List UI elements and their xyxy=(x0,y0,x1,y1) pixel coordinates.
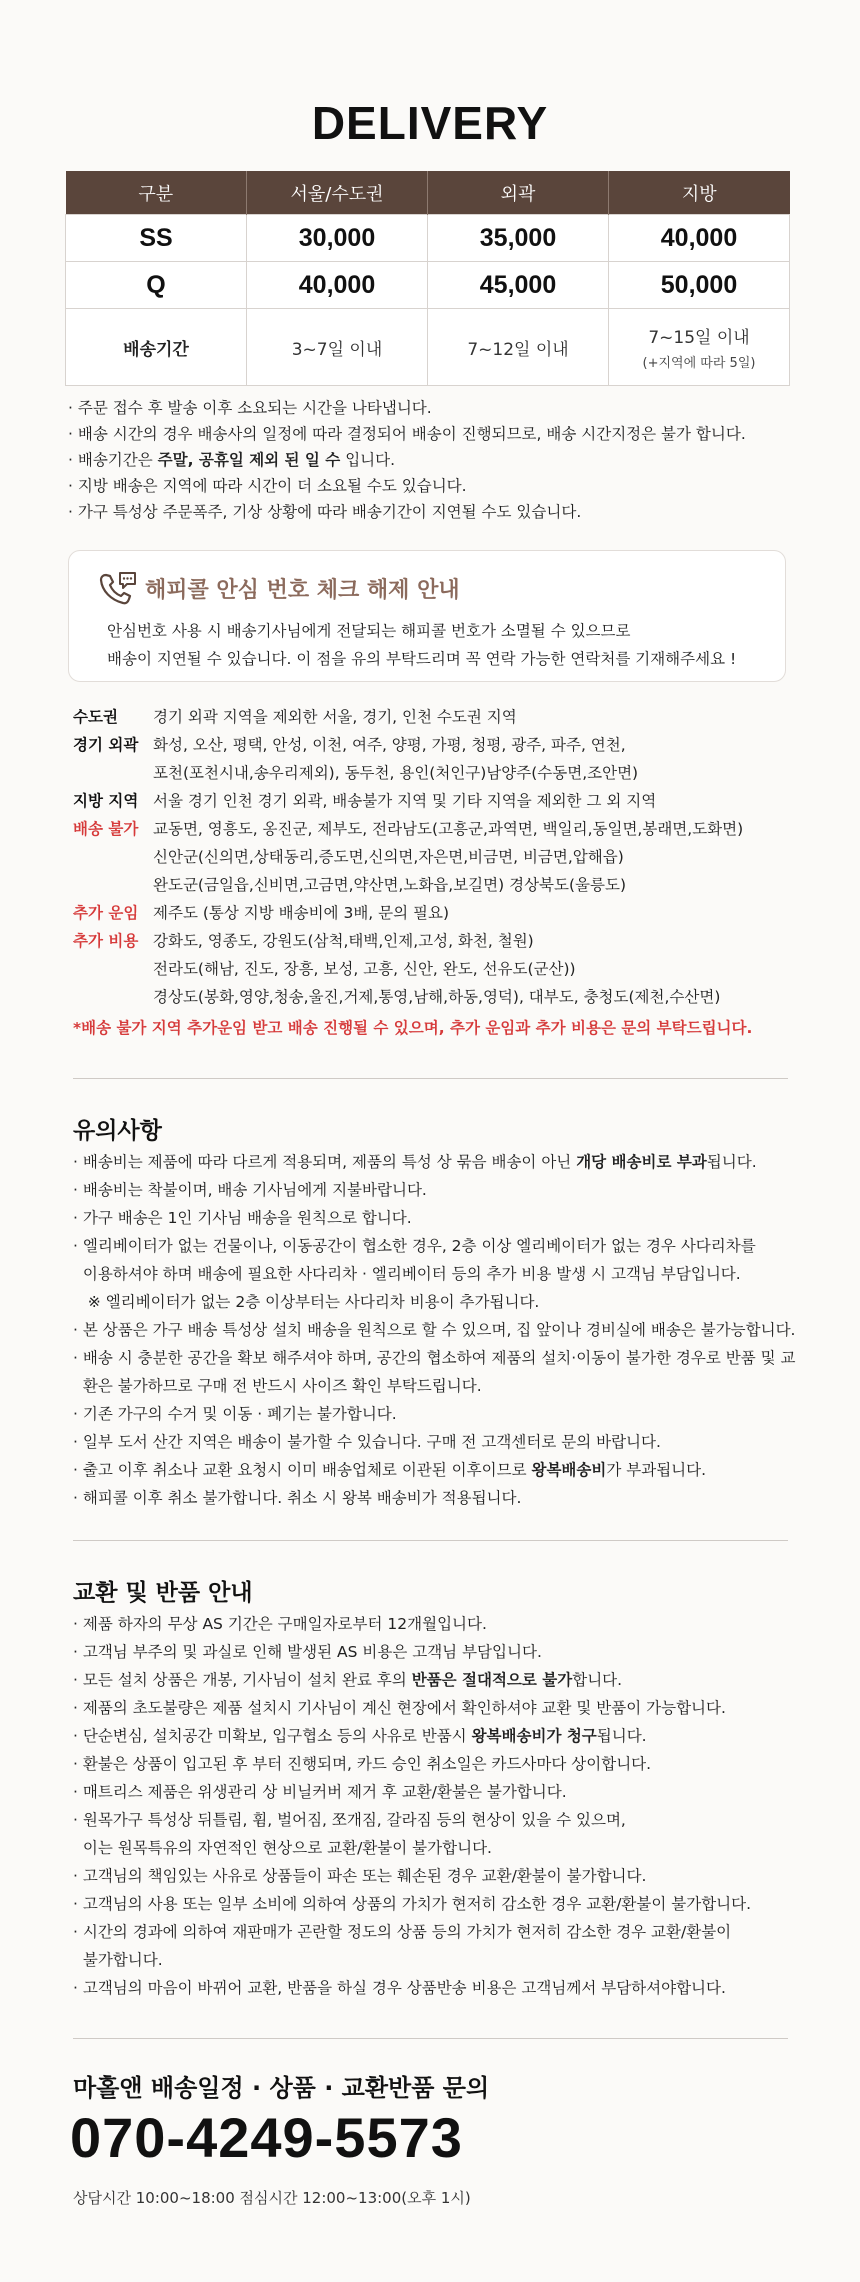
list-item: · 모든 설치 상품은 개봉, 기사님이 설치 완료 후의 반품은 절대적으로 불가합니다. xyxy=(73,1671,623,1689)
contact-title: 마홀앤 배송일정 · 상품 · 교환반품 문의 xyxy=(73,2074,490,2102)
region-row-capital xyxy=(73,703,833,731)
region-label: 추가 운임 xyxy=(73,904,139,922)
table-header-row xyxy=(66,171,790,215)
contact-hours: 상담시간 10:00~18:00 점심시간 12:00~13:00(오후 1시) xyxy=(73,2189,471,2207)
list-item: · 고객님의 책임있는 사유로 상품들이 파손 또는 훼손된 경우 교환/환불이 불가합니다. xyxy=(73,1867,647,1885)
region-line: 경기 외곽 지역을 제외한 서울, 경기, 인천 수도권 지역 xyxy=(153,708,517,726)
list-item: · 고객님의 사용 또는 일부 소비에 의하여 상품의 가치가 현저히 감소한 경우 교환/환불이 불가합니다. xyxy=(73,1895,752,1913)
list-item: · 고객님의 마음이 바뀌어 교환, 반품을 하실 경우 상품반송 비용은 고객님께서 부담하셔야합니다. xyxy=(73,1979,726,1997)
region-row-outskirts xyxy=(73,731,833,787)
notice-title: 해피콜 안심 번호 체크 해제 안내 xyxy=(145,578,460,603)
region-line: 강화도, 영종도, 강원도(삼척,태백,인제,고성, 화천, 철원) xyxy=(153,932,534,950)
period-cell-local xyxy=(609,309,790,386)
region-row-unavailable xyxy=(73,815,833,899)
list-item: 이는 원목특유의 자연적인 현상으로 교환/환불이 불가합니다. xyxy=(73,1839,492,1857)
table-header-cell: 외곽 xyxy=(428,171,609,215)
region-warning: *배송 불가 지역 추가운임 받고 배송 진행될 수 있으며, 추가 운임과 추가 비용은 문의 부탁드립니다. xyxy=(73,1019,753,1037)
contact-phone[interactable]: 070-4249-5573 xyxy=(70,2106,463,2169)
list-item: 이용하셔야 하며 배송에 필요한 사다리차 · 엘리베이터 등의 추가 비용 발생 시 고객님 부담입니다. xyxy=(73,1265,741,1283)
happycall-notice-box xyxy=(68,550,786,682)
list-item: · 단순변심, 설치공간 미확보, 입구협소 등의 사유로 반품시 왕복배송비가 청구됩니다. xyxy=(73,1727,647,1745)
list-item: · 본 상품은 가구 배송 특성상 설치 배송을 원칙으로 할 수 있으며, 집 앞이나 경비실에 배송은 불가능합니다. xyxy=(73,1321,796,1339)
region-label: 추가 비용 xyxy=(73,932,139,950)
region-row-extra-cost xyxy=(73,927,833,1011)
list-item: · 제품의 초도불량은 제품 설치시 기사님이 계신 현장에서 확인하셔야 교환 및 반품이 가능합니다. xyxy=(73,1699,726,1717)
list-item: · 배송비는 착불이며, 배송 기사님에게 지불바랍니다. xyxy=(73,1181,427,1199)
row-label-period: 배송기간 xyxy=(66,309,247,386)
phone-chat-icon xyxy=(97,569,139,611)
list-item: · 가구 특성상 주문폭주, 기상 상황에 따라 배송기간이 지연될 수도 있습니다. xyxy=(68,503,582,521)
region-line: 화성, 오산, 평택, 안성, 이천, 여주, 양평, 가평, 청평, 광주, 파주, 연천, xyxy=(153,736,626,754)
list-item: 환은 불가하므로 구매 전 반드시 사이즈 확인 부탁드립니다. xyxy=(73,1377,482,1395)
exchange-title: 교환 및 반품 안내 xyxy=(73,1580,253,1606)
region-label: 지방 지역 xyxy=(73,792,139,810)
region-line: 제주도 (통상 지방 배송비에 3배, 문의 필요) xyxy=(153,904,450,922)
list-item: · 매트리스 제품은 위생관리 상 비닐커버 제거 후 교환/환불은 불가합니다. xyxy=(73,1783,567,1801)
list-item: · 가구 배송은 1인 기사님 배송을 원칙으로 합니다. xyxy=(73,1209,412,1227)
fee-cell: 40,000 xyxy=(609,215,790,262)
list-item: · 기존 가구의 수거 및 이동 · 폐기는 불가합니다. xyxy=(73,1405,397,1423)
region-line: 서울 경기 인천 경기 외곽, 배송불가 지역 및 기타 지역을 제외한 그 외 지역 xyxy=(153,792,657,810)
table-row xyxy=(66,262,790,309)
list-item: · 해피콜 이후 취소 불가합니다. 취소 시 왕복 배송비가 적용됩니다. xyxy=(73,1489,522,1507)
list-item: · 엘리베이터가 없는 건물이나, 이동공간이 협소한 경우, 2층 이상 엘리베이터가 없는 경우 사다리차를 xyxy=(73,1237,756,1255)
list-item: · 배송 시간의 경우 배송사의 일정에 따라 결정되어 배송이 진행되므로, 배송 시간지정은 불가 합니다. xyxy=(68,425,746,443)
list-item: 불가합니다. xyxy=(73,1951,163,1969)
exchange-list xyxy=(73,1610,793,2002)
period-value: 7~15일 이내 xyxy=(648,328,750,348)
list-item: · 배송기간은 주말, 공휴일 제외 된 일 수 입니다. xyxy=(68,451,396,469)
delivery-fee-table xyxy=(65,171,790,386)
section-divider xyxy=(73,1540,788,1541)
list-item: · 원목가구 특성상 뒤틀림, 휨, 벌어짐, 쪼개짐, 갈라짐 등의 현상이 있을 수 있으며, xyxy=(73,1811,626,1829)
region-line: 완도군(금일읍,신비면,고금면,약산면,노화읍,보길면) 경상북도(울릉도) xyxy=(153,876,626,894)
caution-title: 유의사항 xyxy=(73,1118,162,1144)
table-header-cell: 지방 xyxy=(609,171,790,215)
list-item: · 출고 이후 취소나 교환 요청시 이미 배송업체로 이관된 이후이므로 왕복배송비가 부과됩니다. xyxy=(73,1461,707,1479)
region-row-local xyxy=(73,787,833,815)
notice-line: 안심번호 사용 시 배송기사님에게 전달되는 해피콜 번호가 소멸될 수 있으므로 xyxy=(107,622,631,640)
region-row-extra-fare xyxy=(73,899,833,927)
region-list xyxy=(73,703,833,1011)
table-row xyxy=(66,215,790,262)
section-divider xyxy=(73,1078,788,1079)
period-sub-note: (+지역에 따라 5일) xyxy=(642,356,756,371)
period-cell: 3~7일 이내 xyxy=(247,309,428,386)
list-item: · 시간의 경과에 의하여 재판매가 곤란할 정도의 상품 등의 가치가 현저히 감소한 경우 교환/환불이 xyxy=(73,1923,732,1941)
list-item: · 주문 접수 후 발송 이후 소요되는 시간을 나타냅니다. xyxy=(68,399,432,417)
notice-body xyxy=(107,617,777,673)
region-line: 교동면, 영흥도, 옹진군, 제부도, 전라남도(고흥군,과역면, 백일리,동일면,봉래면,도화면) xyxy=(153,820,744,838)
region-label: 배송 불가 xyxy=(73,820,139,838)
region-line: 포천(포천시내,송우리제외), 동두천, 용인(처인구)남양주(수동면,조안면) xyxy=(153,764,639,782)
section-divider xyxy=(73,2038,788,2039)
page-title: DELIVERY xyxy=(311,97,549,149)
fee-cell: 45,000 xyxy=(428,262,609,309)
region-line: 신안군(신의면,상태동리,증도면,신의면,자은면,비금면, 비금면,압해읍) xyxy=(153,848,624,866)
table-header-cell: 구분 xyxy=(66,171,247,215)
region-line: 전라도(해남, 진도, 장흥, 보성, 고흥, 신안, 완도, 선유도(군산)) xyxy=(153,960,576,978)
list-item: · 일부 도서 산간 지역은 배송이 불가할 수 있습니다. 구매 전 고객센터로 문의 바랍니다. xyxy=(73,1433,661,1451)
row-label-q: Q xyxy=(66,262,247,309)
list-item: · 제품 하자의 무상 AS 기간은 구매일자로부터 12개월입니다. xyxy=(73,1615,487,1633)
caution-list xyxy=(73,1148,796,1512)
list-item: · 고객님 부주의 및 과실로 인해 발생된 AS 비용은 고객님 부담입니다. xyxy=(73,1643,542,1661)
fee-cell: 50,000 xyxy=(609,262,790,309)
region-label: 경기 외곽 xyxy=(73,736,139,754)
table-header-cell: 서울/수도권 xyxy=(247,171,428,215)
list-item: ※ 엘리베이터가 없는 2층 이상부터는 사다리차 비용이 추가됩니다. xyxy=(73,1293,540,1311)
region-label: 수도권 xyxy=(73,708,118,726)
fee-cell: 40,000 xyxy=(247,262,428,309)
notice-line: 배송이 지연될 수 있습니다. 이 점을 유의 부탁드리며 꼭 연락 가능한 연락처를 기재해주세요 ! xyxy=(107,650,737,668)
table-row-period xyxy=(66,309,790,386)
fee-cell: 30,000 xyxy=(247,215,428,262)
list-item: · 지방 배송은 지역에 따라 시간이 더 소요될 수도 있습니다. xyxy=(68,477,467,495)
row-label-ss: SS xyxy=(66,215,247,262)
delivery-notes xyxy=(68,395,828,525)
fee-cell: 35,000 xyxy=(428,215,609,262)
region-line: 경상도(봉화,영양,청송,울진,거제,통영,남해,하동,영덕), 대부도, 충청도(제천,수산면) xyxy=(153,988,721,1006)
list-item: · 배송비는 제품에 따라 다르게 적용되며, 제품의 특성 상 묶음 배송이 아닌 개당 배송비로 부과됩니다. xyxy=(73,1153,757,1171)
list-item: · 배송 시 충분한 공간을 확보 해주셔야 하며, 공간의 협소하여 제품의 설치·이동이 불가한 경우로 반품 및 교 xyxy=(73,1349,796,1367)
list-item: · 환불은 상품이 입고된 후 부터 진행되며, 카드 승인 취소일은 카드사마다 상이합니다. xyxy=(73,1755,652,1773)
period-cell: 7~12일 이내 xyxy=(428,309,609,386)
